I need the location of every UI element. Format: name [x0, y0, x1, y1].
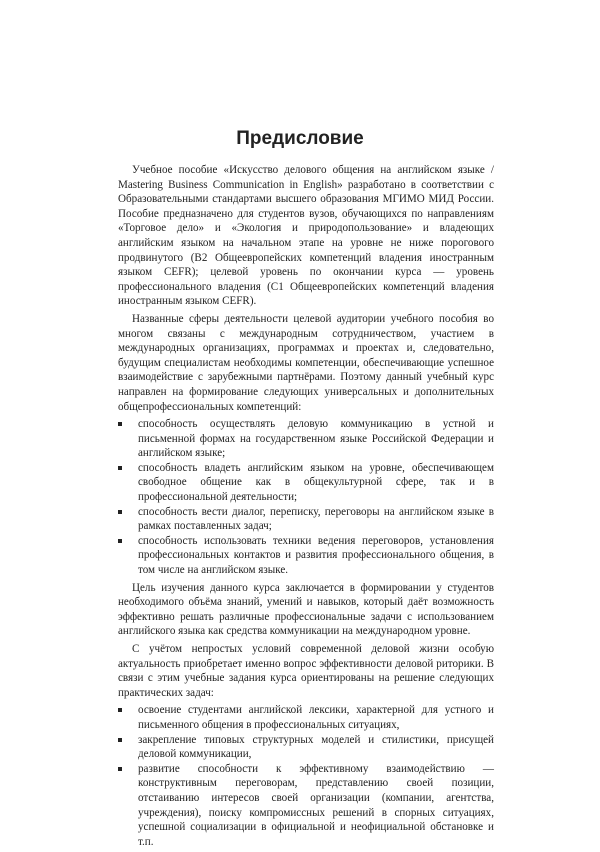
square-bullet-icon: [118, 708, 122, 712]
square-bullet-icon: [118, 738, 122, 742]
list-item: [118, 703, 494, 732]
list-item: [118, 534, 494, 578]
list-item: [118, 417, 494, 461]
list-item-text: способность осуществлять деловую коммуникацию в устной и письменной формах на государственном языке Российской Федерации и английском языке;: [138, 418, 494, 460]
list-item-text: закрепление типовых структурных моделей и стилистики, присущей деловой коммуникации,: [138, 733, 494, 761]
list-item-text: освоение студентами английской лексики, характерной для устного и письменного общения в профессиональных ситуациях,: [138, 704, 494, 731]
list-item: [118, 733, 494, 762]
square-bullet-icon: [118, 539, 122, 543]
preface-body: [118, 163, 494, 852]
tasks-list: [118, 703, 494, 849]
paragraph-intro-1: Учебное пособие «Искусство делового общения на английском языке / Mastering Business Communication in English» разработано в соответствии с Образовательными стандартами высшего образования МГИМО МИД России. Пособие предназначено для студентов вузов, обучающихся по направлениям «Торговое дело» и «Экология и природопользование» и владеющих английским языком на начальном этапе на уровне не ниже порогового продвинутого (B2 Общеевропейских компетенций владения иностранным языком CEFR); целевой уровень по окончании курса — уровень профессионального владения (C1 Общеевропейских компетенций владения иностранным языком CEFR).: [118, 164, 494, 308]
list-item-text: развитие способности к эффективному взаимодействию — конструктивным переговорам, представлению своей позиции, отстаиванию интересов своей организации (компании, агентства, учреждения), поиску компромиссных решений в спорных ситуациях, успешной социализации в официальной и неофициальной обстановке и т.п.: [138, 762, 494, 848]
square-bullet-icon: [118, 466, 122, 470]
paragraph-goal: Цель изучения данного курса заключается в формировании у студентов необходимого объёма знаний, умений и навыков, который даёт возможность эффективно решать различные профессиональные задачи с использованием английского языка как средства коммуникации на международном уровне.: [118, 581, 494, 638]
competencies-list: [118, 417, 494, 578]
paragraph-tasks-intro: С учётом непростых условий современной деловой жизни особую актуальность приобретает именно вопрос эффективности деловой риторики. В связи с этим учебные задания курса ориентированы на решение следующих практических задач:: [118, 643, 494, 699]
list-item: [118, 762, 494, 850]
paragraph-intro-2: Названные сферы деятельности целевой аудитории учебного пособия во многом связаны с международным сотрудничеством, участием в международных организациях, программах и проектах и, следовательно, будущим специалистам необходимы компетенции, обеспечивающие успешное взаимодействие с зарубежными партнёрами. Поэтому данный учебный курс направлен на формирование следующих универсальных и дополнительных общепрофессиональных компетенций:: [118, 312, 494, 413]
square-bullet-icon: [118, 510, 122, 514]
list-item: [118, 505, 494, 534]
square-bullet-icon: [118, 422, 122, 426]
list-item-text: способность вести диалог, переписку, переговоры на английском языке в рамках поставленных задач;: [138, 505, 494, 533]
list-item: [118, 461, 494, 505]
page-title: Предисловие: [236, 128, 364, 149]
list-item-text: способность использовать техники ведения переговоров, установления профессиональных контактов и развития профессионального общения, в том числе на английском языке.: [138, 534, 494, 577]
list-item-text: способность владеть английским языком на уровне, обеспечивающем свободное общение как в общекультурной сфере, так и в профессиональной деятельности;: [138, 461, 494, 504]
square-bullet-icon: [118, 767, 122, 771]
